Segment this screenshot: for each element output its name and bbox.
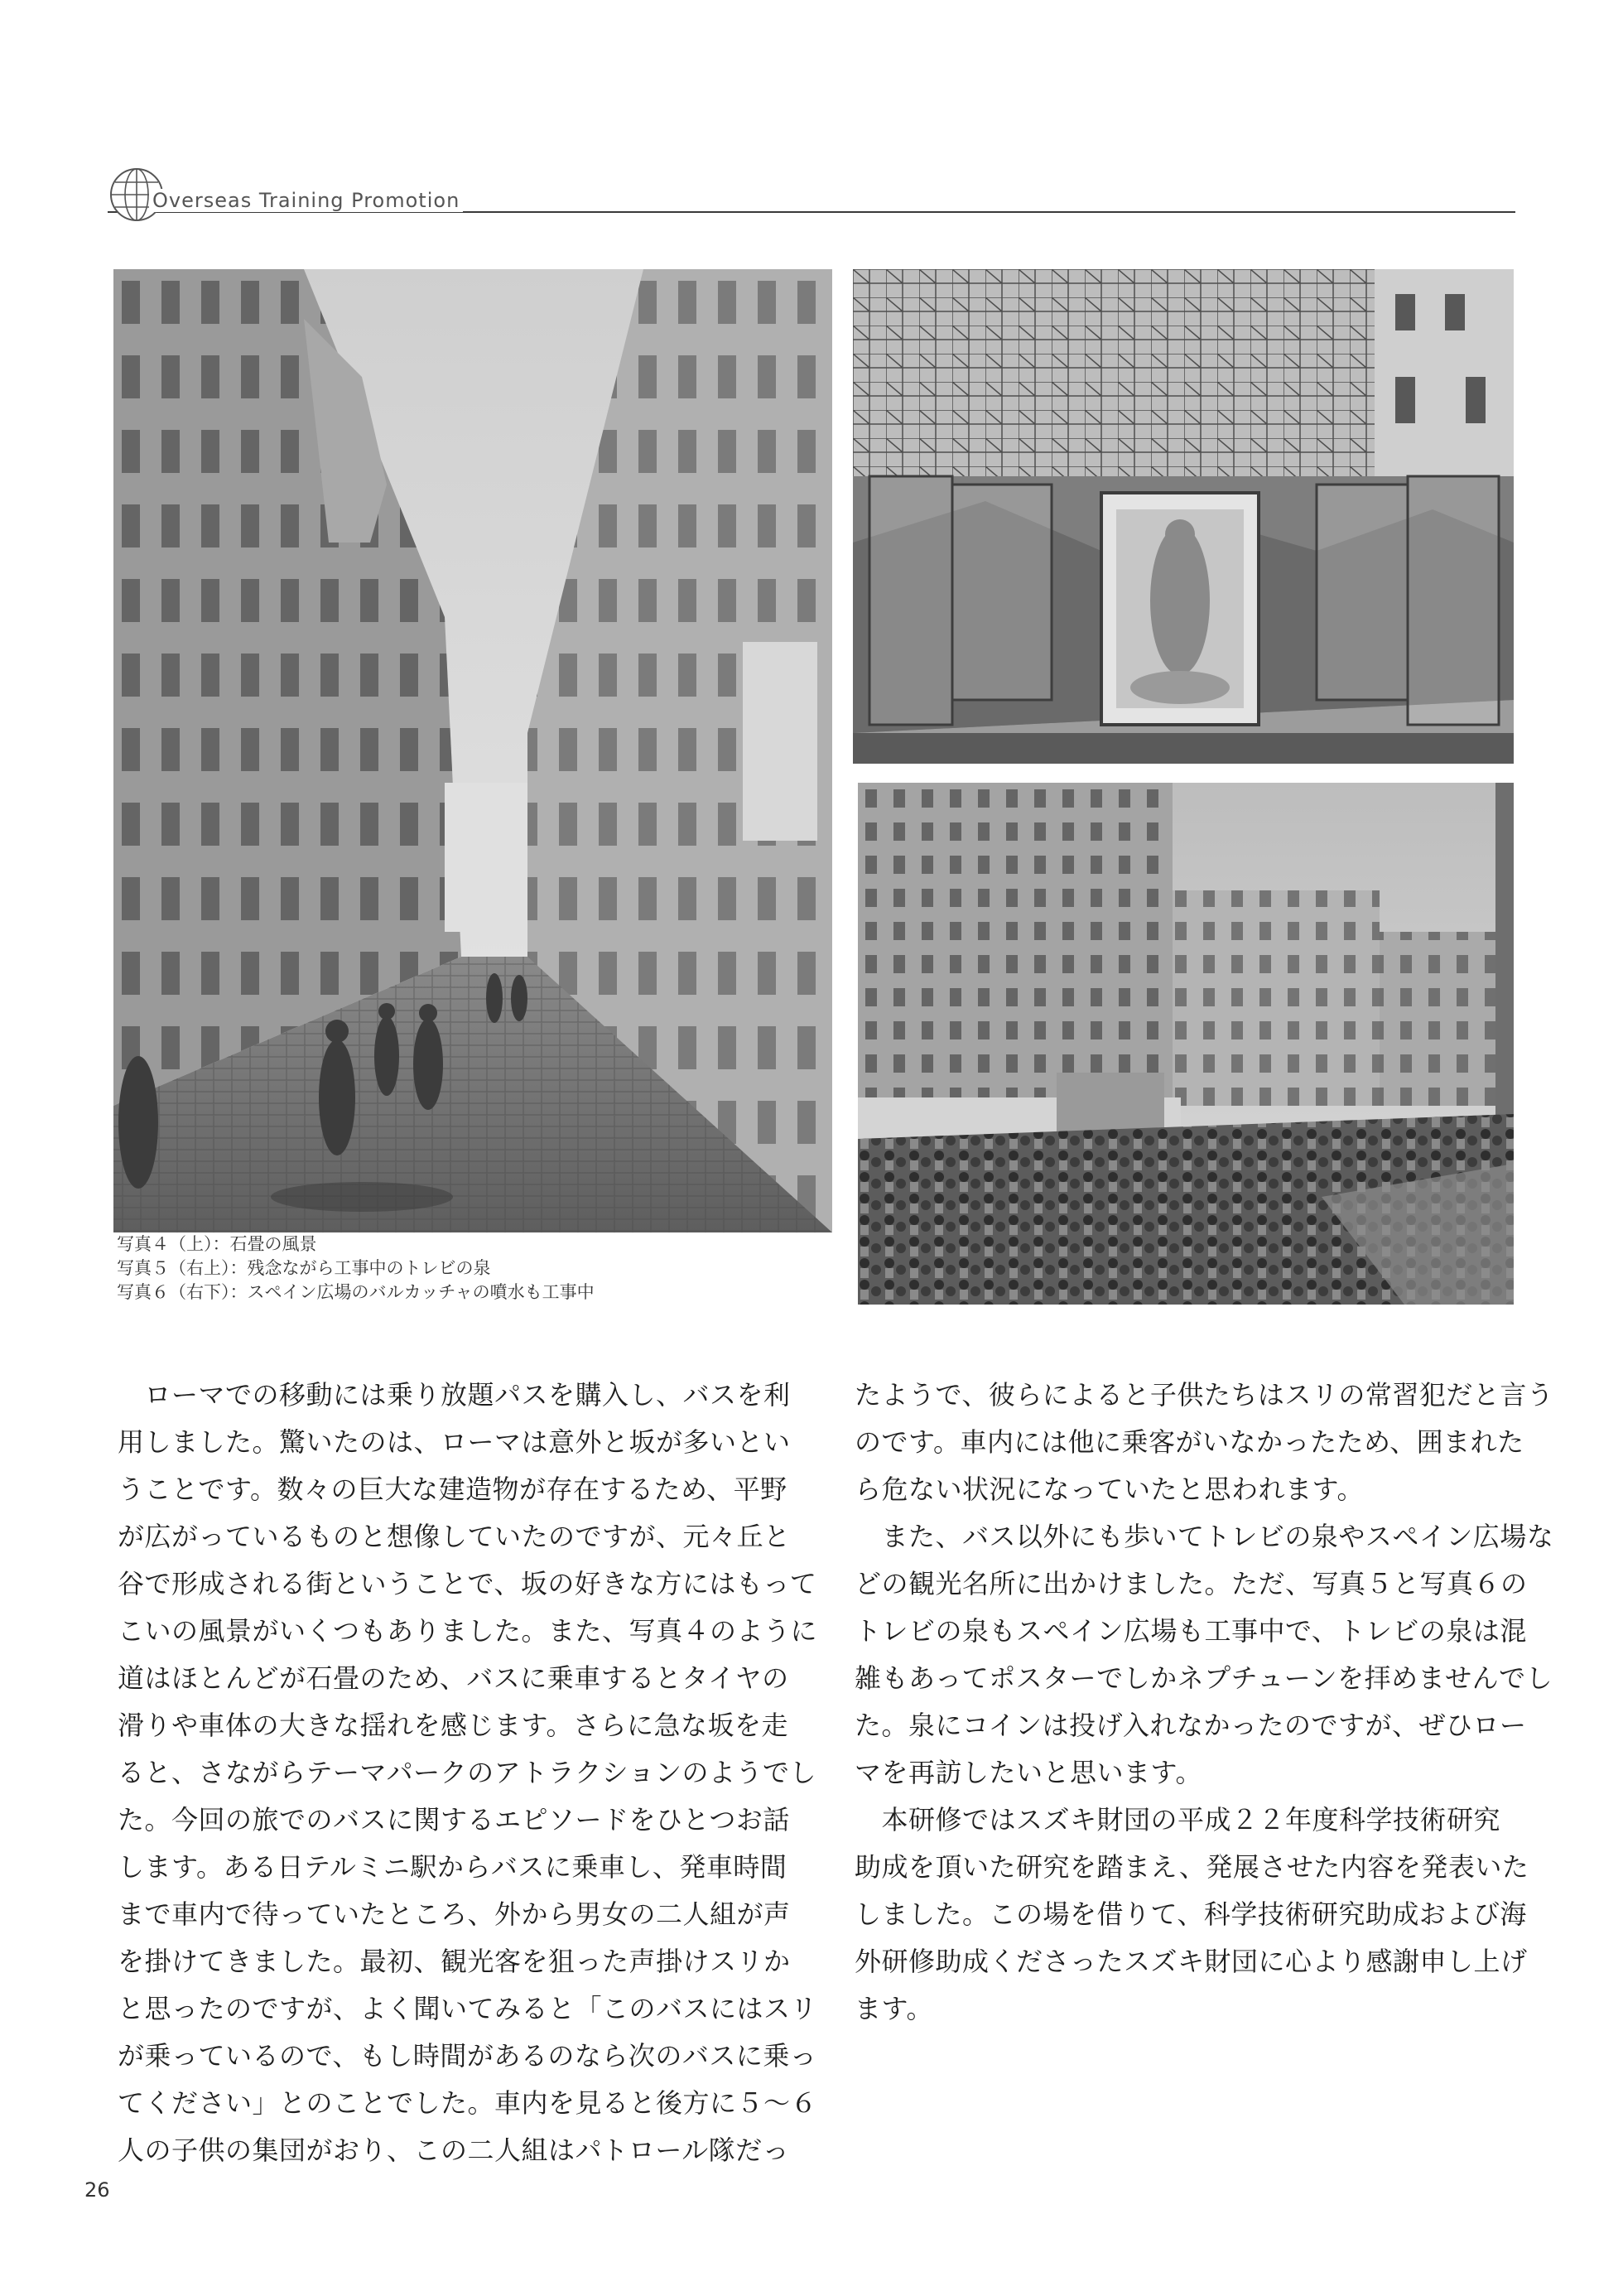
- body-text-line: トレビの泉もスペイン広場も工事中で、トレビの泉は混: [855, 1615, 1527, 1647]
- body-text-line: うことです。数々の巨大な建造物が存在するため、平野: [118, 1474, 787, 1505]
- page-number: 26: [84, 2178, 110, 2202]
- body-text-line: 道はほとんどが石畳のため、バスに乗車するとタイヤの: [118, 1662, 789, 1694]
- body-text-line: 雑もあってポスターでしかネプチューンを拝めませんでし: [855, 1662, 1553, 1694]
- body-text-line: 外研修助成くださったスズキ財団に心より感謝申し上げ: [855, 1946, 1528, 1977]
- photo-5-trevi-fountain: [853, 269, 1514, 764]
- body-text-line: 用しました。驚いたのは、ローマは意外と坂が多いとい: [118, 1426, 791, 1458]
- body-text-line: 本研修ではスズキ財団の平成２２年度科学技術研究: [855, 1804, 1501, 1835]
- body-text-line: まで車内で待っていたところ、外から男女の二人組が声: [118, 1898, 791, 1930]
- body-text-line: ローマでの移動には乗り放題パスを購入し、バスを利: [118, 1379, 791, 1411]
- body-text-line: しました。この場を借りて、科学技術研究助成および海: [855, 1898, 1527, 1930]
- body-text-line: 人の子供の集団がおり、この二人組はパトロール隊だっ: [118, 2134, 790, 2166]
- photo-captions: [117, 1232, 595, 1305]
- body-text-line: マを再訪したいと思います。: [855, 1757, 1202, 1788]
- body-text-line: ると、さながらテーマパークのアトラクションのようでし: [118, 1757, 817, 1788]
- body-text-line: どの観光名所に出かけました。ただ、写真５と写真６の: [855, 1568, 1528, 1599]
- body-text-line: また、バス以外にも歩いてトレビの泉やスペイン広場な: [855, 1521, 1554, 1552]
- caption-photo-4: 写真４（上）：石畳の風景: [117, 1234, 317, 1254]
- body-text-line: と思ったのですが、よく聞いてみると「このバスにはスリ: [118, 1993, 818, 2024]
- body-text-line: たようで、彼らによると子供たちはスリの常習犯だと言う: [855, 1379, 1554, 1411]
- caption-photo-6: 写真６（右下）：スペイン広場のバルカッチャの噴水も工事中: [117, 1282, 595, 1302]
- body-text-line: 助成を頂いた研究を踏まえ、発展させた内容を発表いた: [855, 1851, 1529, 1883]
- body-text-line: ら危ない状況になっていたと思われます。: [855, 1474, 1364, 1505]
- body-text-line: てください」とのことでした。車内を見ると後方に５〜６: [118, 2087, 818, 2119]
- body-column-left: [118, 1372, 818, 2174]
- section-header: [108, 166, 1515, 224]
- photo-4-street: [113, 269, 832, 1232]
- body-text-line: が乗っているので、もし時間があるのなら次のバスに乗っ: [118, 2040, 817, 2072]
- body-text-line: が広がっているものと想像していたのですが、元々丘と: [118, 1521, 791, 1552]
- body-text-line: ます。: [855, 1993, 933, 2024]
- body-text-line: を掛けてきました。最初、観光客を狙った声掛けスリか: [118, 1946, 791, 1977]
- caption-photo-5: 写真５（右上）：残念ながら工事中のトレビの泉: [117, 1258, 491, 1278]
- section-title: Overseas Training Promotion: [149, 189, 463, 212]
- body-text-line: こいの風景がいくつもありました。また、写真４のように: [118, 1615, 818, 1647]
- body-text-line: た。今回の旅でのバスに関するエピソードをひとつお話: [118, 1804, 790, 1835]
- body-text-line: します。ある日テルミニ駅からバスに乗車し、発車時間: [118, 1851, 787, 1883]
- body-column-right: [855, 1372, 1554, 2033]
- body-text-line: た。泉にコインは投げ入れなかったのですが、ぜひロー: [855, 1710, 1527, 1741]
- body-text-line: のです。車内には他に乗客がいなかったため、囲まれた: [855, 1426, 1524, 1458]
- photo-6-spanish-steps: [858, 783, 1514, 1305]
- body-text-line: 谷で形成される街ということで、坂の好きな方にはもって: [118, 1568, 817, 1599]
- body-text-line: 滑りや車体の大きな揺れを感じます。さらに急な坂を走: [118, 1710, 788, 1741]
